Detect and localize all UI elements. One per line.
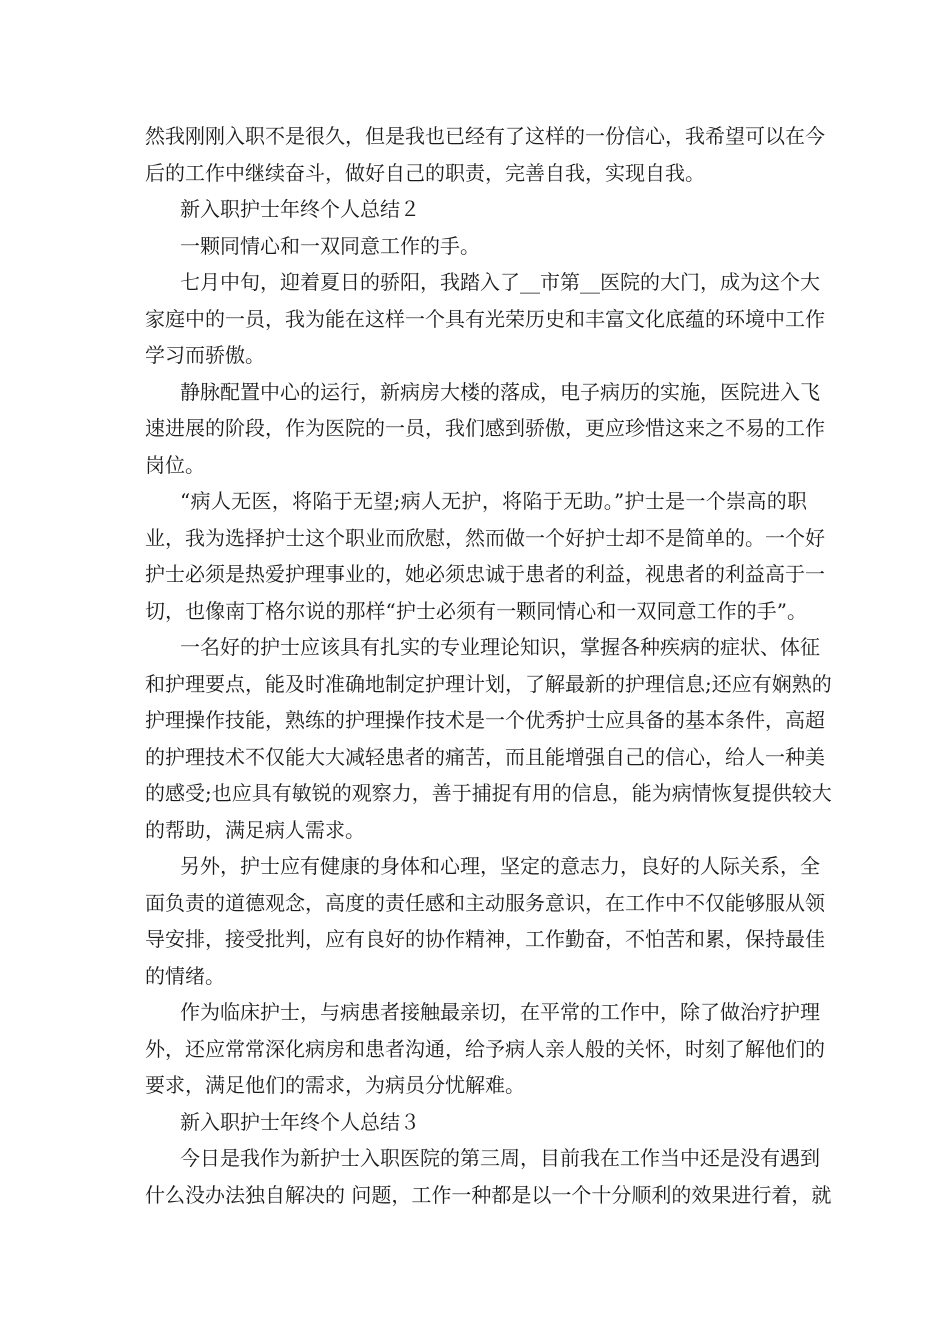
paragraph-line: 业，我为选择护士这个职业而欣慰，然而做一个好护士却不是简单的。一个好 xyxy=(145,525,825,550)
section-heading: 新入职护士年终个人总结２ xyxy=(180,197,420,221)
paragraph-line: “病人无医，将陷于无望;病人无护，将陷于无助。”护士是一个崇高的职 xyxy=(180,489,807,513)
paragraph-line: 家庭中的一员，我为能在这样一个具有光荣历史和丰富文化底蕴的环境中工作 xyxy=(145,306,825,331)
paragraph-line: 面负责的道德观念，高度的责任感和主动服务意识，在工作中不仅能够服从领 xyxy=(145,890,825,915)
paragraph-line: 护理操作技能，熟练的护理操作技术是一个优秀护士应具备的基本条件，高超 xyxy=(145,708,825,732)
paragraph-line: 切，也像南丁格尔说的那样“护士必须有一颗同情心和一双同意工作的手”。 xyxy=(145,598,807,623)
paragraph-line: 另外，护士应有健康的身体和心理，坚定的意志力，良好的人际关系，全 xyxy=(180,854,820,878)
paragraph-line: 学习而骄傲。 xyxy=(145,343,265,367)
paragraph-line: 作为临床护士，与病患者接触最亲切，在平常的工作中，除了做治疗护理 xyxy=(180,1000,820,1024)
paragraph-line: 静脉配置中心的运行，新病房大楼的落成，电子病历的实施，医院进入飞 xyxy=(180,379,820,404)
paragraph-line: 的护理技术不仅能大大减轻患者的痛苦，而且能增强自己的信心，给人一种美 xyxy=(145,744,825,769)
paragraph-line: 的感受;也应具有敏锐的观察力，善于捕捉有用的信息，能为病情恢复提供较大 xyxy=(145,781,832,805)
paragraph-line: 一颗同情心和一双同意工作的手。 xyxy=(180,233,480,258)
paragraph-line: 外，还应常常深化病房和患者沟通，给予病人亲人般的关怀，时刻了解他们的 xyxy=(145,1036,825,1061)
paragraph-line: 的情绪。 xyxy=(145,963,225,988)
paragraph-line: 导安排，接受批判，应有良好的协作精神，工作勤奋，不怕苦和累，保持最佳 xyxy=(145,927,825,951)
paragraph-line: 一名好的护士应该具有扎实的专业理论知识，掌握各种疾病的症状、体征 xyxy=(180,635,820,659)
paragraph-line: 然我刚刚入职不是很久，但是我也已经有了这样的一份信心，我希望可以在今 xyxy=(145,124,825,148)
paragraph-line: 护士必须是热爱护理事业的，她必须忠诚于患者的利益，视患者的利益高于一 xyxy=(145,562,825,586)
paragraph-line: 七月中旬，迎着夏日的骄阳，我踏入了__市第__医院的大门，成为这个大 xyxy=(180,270,820,294)
paragraph-line: 什么没办法独自解决的 问题，工作一种都是以一个十分顺利的效果进行着，就 xyxy=(145,1182,832,1207)
paragraph-line: 后的工作中继续奋斗，做好自己的职责，完善自我，实现自我。 xyxy=(145,160,705,185)
paragraph-line: 要求，满足他们的需求，为病员分忧解难。 xyxy=(145,1073,525,1097)
paragraph-line: 的帮助，满足病人需求。 xyxy=(145,817,365,842)
section-heading: 新入职护士年终个人总结３ xyxy=(180,1109,420,1134)
paragraph-line: 速进展的阶段，作为医院的一员，我们感到骄傲，更应珍惜这来之不易的工作 xyxy=(145,416,825,440)
paragraph-line: 今日是我作为新护士入职医院的第三周，目前我在工作当中还是没有遇到 xyxy=(180,1146,820,1170)
paragraph-line: 和护理要点，能及时准确地制定护理计划，了解最新的护理信息;还应有娴熟的 xyxy=(145,671,832,696)
paragraph-line: 岗位。 xyxy=(145,452,205,477)
document-body xyxy=(145,118,832,1213)
